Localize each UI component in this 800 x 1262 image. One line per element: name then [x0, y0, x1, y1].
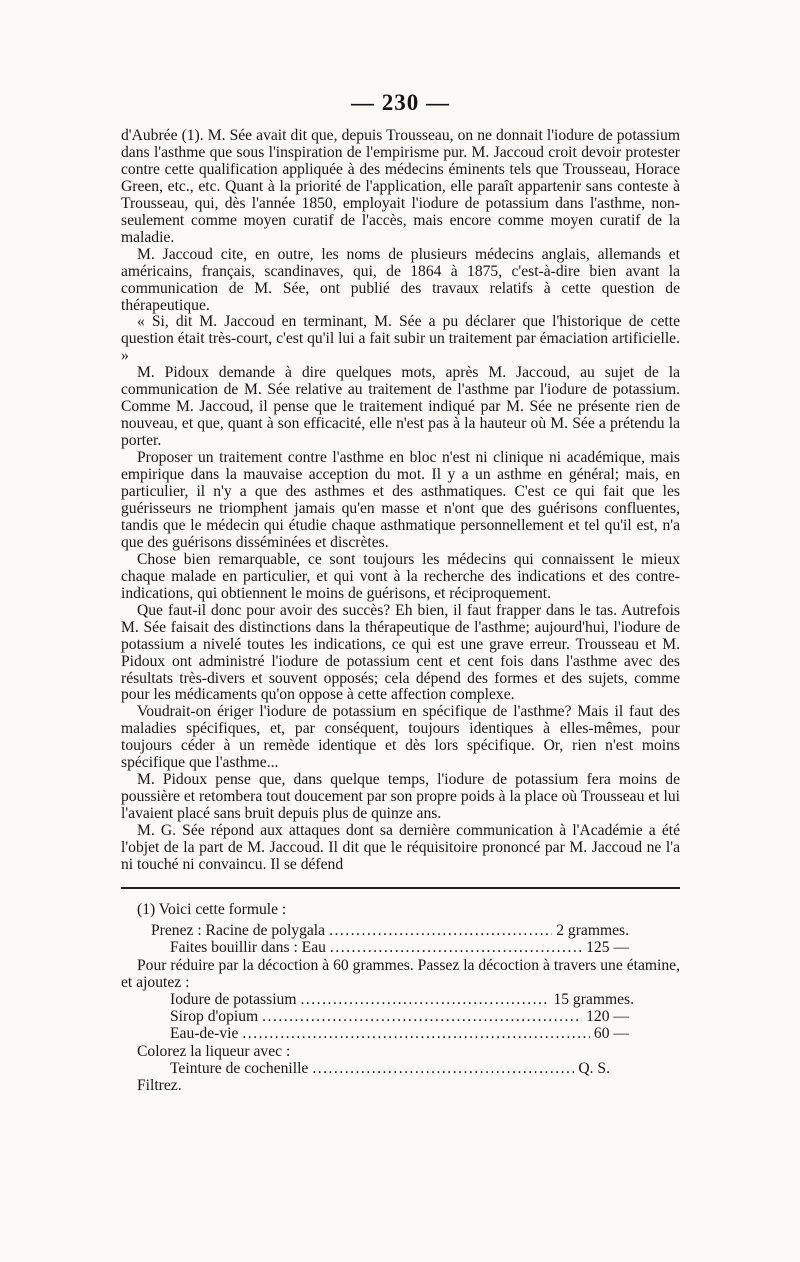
leader-dots [330, 939, 582, 956]
paragraph: M. G. Sée répond aux attaques dont sa dernière communication à l'Académie a été l'objet de la part de M. Jaccoud. Il dit que le réquisitoire prononcé par M. Jaccoud ne l'a ni touché ni convaincu. Il se défend [121, 822, 680, 873]
paragraph: M. Pidoux demande à dire quelques mots, après M. Jaccoud, au sujet de la communication de M. Sée relative au traitement de l'asthme par l'iodure de potassium. Comme M. Jaccoud, il pense que le traitement indiqué par M. Sée ne présente rien de nouveau, et que, quant à son efficacité, elle n'est pas à la hauteur où M. Sée a prétendu la porter. [121, 364, 680, 450]
recipe-quantity: 60 — [593, 1025, 629, 1043]
main-text [121, 128, 680, 874]
page-number: — 230 — [351, 90, 450, 115]
recipe-ingredient: Iodure de potassium [170, 990, 297, 1008]
paragraph: Chose bien remarquable, ce sont toujours les médecins qui connaissent le mieux chaque malade en particulier, et qui vont à la recherche des indications et des contre-indications, qui obtiennent le moins de guérisons, et réciproquement. [121, 550, 680, 602]
leader-dots [300, 991, 549, 1008]
paragraph: M. Jaccoud cite, en outre, les noms de plusieurs médecins anglais, allemands et américains, français, scandinaves, qui, de 1864 à 1875, c'est-à-dire bien avant la communication de M. Sée, ont publié des travaux relatifs à cette question de thérapeutique. [121, 245, 680, 314]
recipe-line-iodure [121, 991, 634, 1008]
leader-dots [312, 1060, 574, 1077]
recipe-instruction: Pour réduire par la décoction à 60 grammes. Passez la décoction à travers une étamine, et ajoutez : [121, 956, 680, 991]
footnote [121, 901, 680, 1094]
paragraph: M. Pidoux pense que, dans quelque temps, l'iodure de potassium fera moins de poussière et retombera tout doucement par son propre poids à la place où Trousseau et lui l'avaient placé sans bruit depuis plus de quinze ans. [121, 771, 680, 823]
recipe-line-teinture [121, 1060, 610, 1077]
recipe-line-faites [121, 939, 629, 956]
recipe-line-prenez [121, 922, 629, 939]
recipe-instruction: Filtrez. [137, 1076, 182, 1094]
recipe-instruction: Colorez la liqueur avec : [137, 1042, 291, 1060]
leader-dots [329, 922, 552, 939]
paragraph: Que faut-il donc pour avoir des succès? Eh bien, il faut frapper dans le tas. Autrefois M. Sée faisait des distinctions dans la thérapeutique de l'asthme; aujourd'hui, l'iodure de potassium a nivelé toutes les indications, ce qui est une grave erreur. Trousseau et M. Pidoux ont administré l'iodure de potassium cent et cent fois dans l'asthme avec des résultats très-divers et souvent opposés; cela dépend des formes et des sujets, comme pour les médicaments qu'on oppose à cette affection complexe. [121, 601, 680, 704]
recipe-quantity: 120 — [586, 1008, 629, 1026]
paragraph: Voudrait-on ériger l'iodure de potassium en spécifique de l'asthme? Mais il faut des maladies spécifiques, et, par conséquent, toujours identiques à elles-mêmes, pour toujours céder à un remède identique et dès lors spécifique. Or, rien n'est moins spécifique que l'asthme... [121, 703, 680, 772]
footnote-title: (1) Voici cette formule : [137, 900, 287, 918]
leader-dots [262, 1008, 582, 1025]
recipe-quantity: 125 — [586, 939, 629, 957]
recipe-quantity: 15 grammes. [553, 990, 634, 1008]
footnote-divider [121, 887, 680, 889]
recipe-quantity: Q. S. [578, 1059, 610, 1077]
recipe-ingredient: Teinture de cochenille [170, 1059, 309, 1077]
recipe-line-eau-de-vie [121, 1025, 629, 1042]
recipe-line-sirop [121, 1008, 629, 1025]
recipe-ingredient: Sirop d'opium [170, 1008, 259, 1026]
recipe-ingredient: Faites bouillir dans : Eau [170, 939, 326, 957]
recipe-quantity: 2 grammes. [556, 922, 629, 940]
paragraph: d'Aubrée (1). M. Sée avait dit que, depuis Trousseau, on ne donnait l'iodure de potassium dans l'asthme que sous l'inspiration de l'empirisme pur. M. Jaccoud croit devoir protester contre cette qualification appliquée à des médecins éminents tels que Trousseau, Horace Green, etc., etc. Quant à la priorité de l'application, elle paraît appartenir sans conteste à Trousseau, qui, dès l'année 1850, employait l'iodure de potassium dans l'asthme, non-seulement comme moyen curatif de l'accès, mais encore comme moyen curatif de la maladie. [121, 127, 680, 246]
recipe-ingredient: Eau-de-vie [170, 1025, 239, 1043]
recipe-ingredient: Prenez : Racine de polygala [151, 922, 326, 940]
paragraph: Proposer un traitement contre l'asthme en bloc n'est ni clinique ni académique, mais empirique dans la mauvaise acception du mot. Il y a un asthme en général; mais, en particulier, il n'y a que des asthmes et des asthmatiques. C'est ce qui fait que les guérisseurs ne triomphent jamais qu'en masse et n'ont que des guérisons confluentes, tandis que le médecin qui étudie chaque asthmatique personnellement et tel qu'il est, n'a que des guérisons disséminées et discrètes. [121, 449, 680, 551]
leader-dots [242, 1025, 590, 1042]
paragraph: « Si, dit M. Jaccoud en terminant, M. Sée a pu déclarer que l'historique de cette question était très-court, c'est qu'il lui a fait subir un traitement par émaciation artificielle. » [121, 313, 680, 365]
